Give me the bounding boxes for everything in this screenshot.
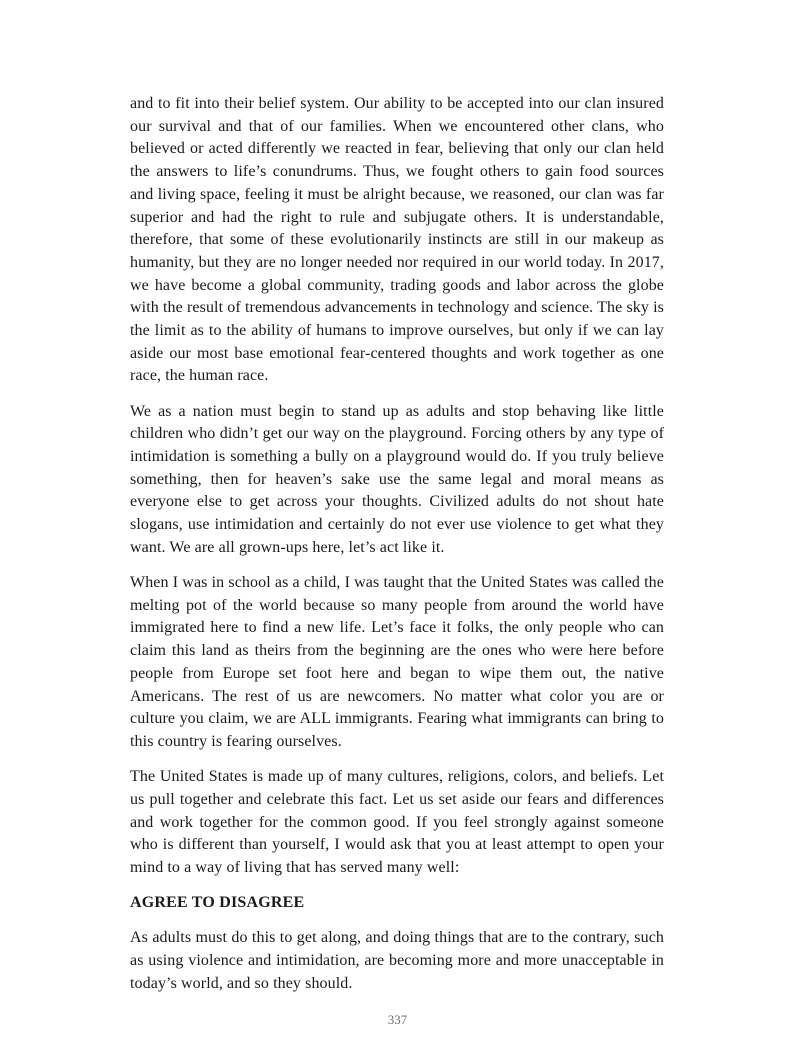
paragraph-4: The United States is made up of many cultures, religions, colors, and beliefs. Let us pull together and celebrate this fact. Let us set aside our fears and differences and work together for the common good. If you feel strongly against someone who is different than yourself, I would ask that you at least attempt to open your mind to a way of living that has served many well:	[130, 768, 664, 876]
paragraph-2: We as a nation must begin to stand up as adults and stop behaving like little children who didn’t get our way on the playground. Forcing others by any type of intimidation is something a bully on a playground would do. If you truly believe something, then for heaven’s sake use the same legal and moral means as everyone else to get across your thoughts. Civilized adults do not shout hate slogans, use intimidation and certainly do not ever use violence to get what they want. We are all grown-ups here, let’s act like it.	[130, 402, 664, 556]
page-body	[130, 93, 664, 1008]
page-number: 337	[387, 1012, 408, 1027]
paragraph-5: As adults must do this to get along, and doing things that are to the contrary, such as using violence and intimidation, are becoming more and more unacceptable in today’s world, and so they should.	[130, 929, 664, 992]
paragraph-1: and to fit into their belief system. Our ability to be accepted into our clan insured our survival and that of our families. When we encountered other clans, who believed or acted differently we reacted in fear, believing that only our clan held the answers to life’s conundrums. Thus, we fought others to gain food sources and living space, feeling it must be alright because, we reasoned, our clan was far superior and had the right to rule and subjugate others. It is understandable, therefore, that some of these evolutionarily instincts are still in our makeup as humanity, but they are no longer needed nor required in our world today. In 2017, we have become a global community, trading goods and labor across the globe with the result of tremendous advancements in technology and science. The sky is the limit as to the ability of humans to improve ourselves, but only if we can lay aside our most base emotional fear-centered thoughts and work together as one race, the human race.	[130, 95, 664, 385]
paragraph-3: When I was in school as a child, I was taught that the United States was called the melting pot of the world because so many people from around the world have immigrated here to find a new life. Let’s face it folks, the only people who can claim this land as theirs from the beginning are the ones who were here before people from Europe set foot here and began to wipe them out, the native Americans. The rest of us are newcomers. No matter what color you are or culture you claim, we are ALL immigrants. Fearing what immigrants can bring to this country is fearing ourselves.	[130, 574, 664, 750]
section-heading: AGREE TO DISAGREE	[130, 894, 305, 912]
